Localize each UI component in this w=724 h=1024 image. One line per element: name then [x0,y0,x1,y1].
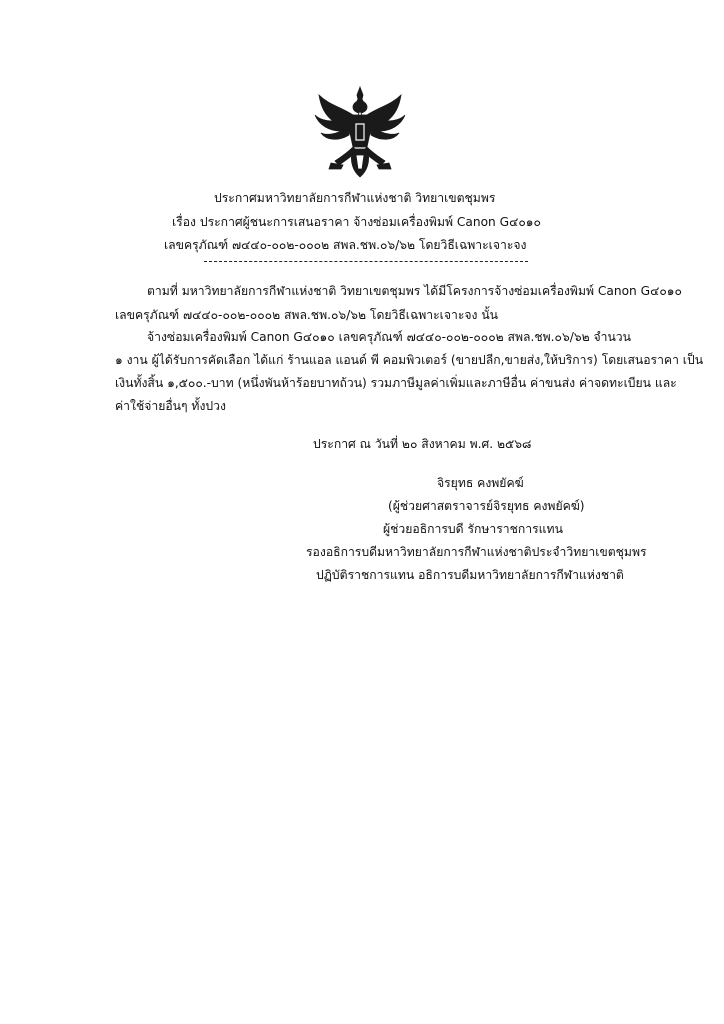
signer-full-name: (ผู้ช่วยศาสตราจารย์จิรยุทธ คงพยัคฆ์) [388,499,585,513]
announcement-subject: เรื่อง ประกาศผู้ชนะการเสนอราคา จ้างซ่อมเครื่องพิมพ์ Canon G๔๐๑๐ [172,215,541,229]
garuda-emblem-icon [313,85,407,181]
body-paragraph-2-line-4: ค่าใช้จ่ายอื่นๆ ทั้งปวง [115,399,226,413]
announcement-title: ประกาศมหาวิทยาลัยการกีฬาแห่งชาติ วิทยาเขตชุมพร [214,191,496,205]
signer-role-3: ปฏิบัติราชการแทน อธิการบดีมหาวิทยาลัยการกีฬาแห่งชาติ [316,568,624,582]
signer-name: จิรยุทธ คงพยัคฆ์ [437,476,524,490]
body-paragraph-2-line-2: ๑ งาน ผู้ได้รับการคัดเลือก ได้แก่ ร้านแอล แอนด์ พี คอมพิวเตอร์ (ขายปลีก,ขายส่ง,ให้บริการ) โดยเสนอราคา เป็น [115,353,704,367]
signer-role-2: รองอธิการบดีมหาวิทยาลัยการกีฬาแห่งชาติประจำวิทยาเขตชุมพร [306,545,647,559]
body-paragraph-2-line-1: จ้างซ่อมเครื่องพิมพ์ Canon G๔๐๑๐ เลขครุภัณฑ์ ๗๔๔๐-๐๐๒-๐๐๐๒ สพล.ชพ.๐๖/๖๒ จำนวน [147,330,631,344]
body-paragraph-1-line-1: ตามที่ มหาวิทยาลัยการกีฬาแห่งชาติ วิทยาเขตชุมพร ได้มีโครงการจ้างซ่อมเครื่องพิมพ์ Canon G๔๐๑๐ [147,284,682,298]
signer-role-1: ผู้ช่วยอธิการบดี รักษาราชการแทน [383,522,563,536]
header-divider [204,261,528,262]
body-paragraph-1-line-2: เลขครุภัณฑ์ ๗๔๔๐-๐๐๒-๐๐๐๒ สพล.ชพ.๐๖/๖๒ โดยวิธีเฉพาะเจาะจง นั้น [115,308,498,322]
body-paragraph-2-line-3: เงินทั้งสิ้น ๑,๕๐๐.-บาท (หนึ่งพันห้าร้อยบาทถ้วน) รวมภาษีมูลค่าเพิ่มและภาษีอื่น ค่าขนส่ง ค่าจดทะเบียน และ [115,376,677,390]
inventory-number: เลขครุภัณฑ์ ๗๔๔๐-๐๐๒-๐๐๐๒ สพล.ชพ.๐๖/๖๒ โดยวิธีเฉพาะเจาะจง [164,238,527,252]
announcement-date: ประกาศ ณ วันที่ ๒๐ สิงหาคม พ.ศ. ๒๕๖๘ [313,437,532,451]
